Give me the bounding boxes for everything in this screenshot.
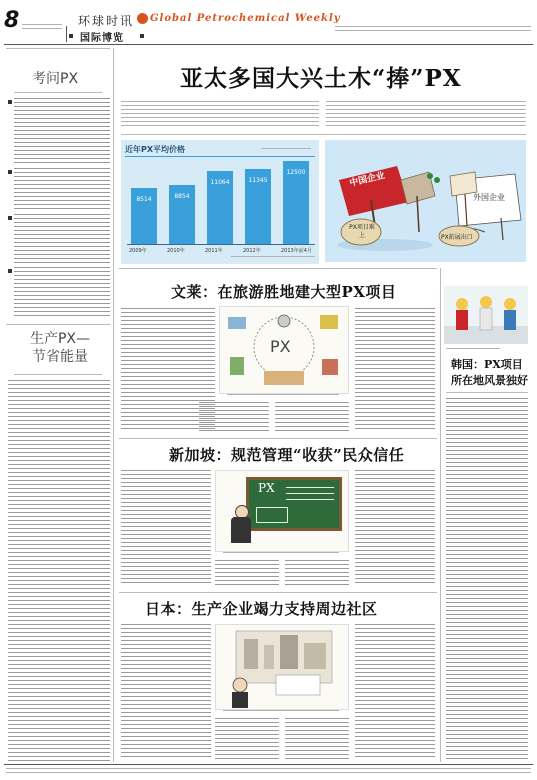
korea-photo-caption xyxy=(446,348,500,352)
cartoon-illustration xyxy=(325,140,526,262)
article-japan-col-3 xyxy=(285,718,349,760)
korea-photo xyxy=(444,286,528,344)
footer-rule xyxy=(4,764,533,765)
masthead-english-name: Global Petrochemical Weekly xyxy=(150,13,341,24)
sidebar-divider xyxy=(113,48,114,762)
main-headline: 亚太多国大兴土木“捧”PX xyxy=(180,65,462,92)
article-singapore-col-1 xyxy=(121,470,211,586)
sidebar-qa-block-4 xyxy=(14,267,110,319)
article-brunei-col-4 xyxy=(355,308,435,432)
sidebar-bottom-title: 生产PX—节省能量 xyxy=(29,331,91,365)
sidebar-article-body xyxy=(8,380,110,762)
price-chart xyxy=(121,140,319,264)
chart-data-label: 8854 xyxy=(174,193,190,200)
article-singapore-col-4 xyxy=(355,470,435,586)
section-name: 国际博览 xyxy=(80,33,124,44)
lead-paragraph-left xyxy=(121,101,319,129)
masthead-date-text xyxy=(22,24,62,30)
article-brunei-col-2 xyxy=(199,402,269,432)
article-singapore-graphic xyxy=(215,470,349,552)
chart-category-label: 2009年 xyxy=(129,248,147,254)
cartoon-china-label: 中国企业 xyxy=(348,171,387,189)
section-bullet xyxy=(69,34,73,38)
article-brunei-title: 文莱：在旅游胜地建大型PX项目 xyxy=(171,283,397,301)
sidebar-top-title: 考问PX xyxy=(32,71,79,87)
page-number: 8 xyxy=(4,8,20,33)
lead-paragraph-right xyxy=(326,101,526,129)
article-brunei xyxy=(119,268,437,436)
chart-category-label: 2011年 xyxy=(205,248,223,254)
sidebar-column xyxy=(6,48,110,762)
article-brunei-col-3 xyxy=(275,402,349,432)
korea-article-body xyxy=(446,398,528,760)
masthead-editor-info xyxy=(335,26,531,31)
chart-data-label: 8514 xyxy=(136,196,152,203)
article-japan-col-1 xyxy=(121,624,211,760)
masthead-logo xyxy=(137,13,148,24)
masthead-divider xyxy=(66,26,67,42)
chart-category-label: 2012年 xyxy=(243,248,261,254)
chart-category-label: 2013年前4月 xyxy=(281,248,312,254)
article-brunei-graphic xyxy=(219,306,349,394)
chart-data-label: 11064 xyxy=(210,179,230,186)
article-japan-title: 日本：生产企业竭力支持周边社区 xyxy=(145,600,378,618)
chalkboard-text: PX xyxy=(258,481,275,495)
article-singapore-title: 新加坡：规范管理“收获”民众信任 xyxy=(169,446,405,464)
chart-data-label: 11345 xyxy=(248,177,268,184)
chart-plot-area xyxy=(121,140,319,264)
cartoon-foreign-label: 外国企业 xyxy=(473,193,505,202)
article-japan-col-2 xyxy=(215,718,279,760)
article-japan-graphic xyxy=(215,624,349,710)
chart-data-label: 12500 xyxy=(286,169,306,176)
article-japan-caption xyxy=(223,710,339,714)
right-column-divider xyxy=(440,268,441,762)
article-singapore-col-2 xyxy=(215,560,279,586)
sidebar-qa-block-1 xyxy=(14,98,110,166)
sidebar-qa-block-3 xyxy=(14,214,110,264)
teacher-figure xyxy=(230,505,252,545)
article-brunei-graphic-label: PX xyxy=(270,337,291,356)
cartoon-px-export-label: PX拓展出口 xyxy=(441,234,473,241)
chart-title: 近年PX平均价格 xyxy=(125,145,186,154)
cartoon-px-project-label: PX项目难上 xyxy=(349,224,375,239)
masthead-rule xyxy=(4,44,533,45)
article-singapore-caption xyxy=(223,552,339,556)
article-japan-col-4 xyxy=(355,624,435,760)
chart-category-label: 2010年 xyxy=(167,248,185,254)
section-bullet-2 xyxy=(140,34,144,38)
chart-source-note xyxy=(231,256,315,260)
korea-title-line1: 韩国：PX项目 xyxy=(451,358,523,371)
article-japan xyxy=(119,592,437,762)
article-singapore-col-3 xyxy=(285,560,349,586)
sidebar-qa-block-2 xyxy=(14,168,110,210)
chart-x-axis xyxy=(127,244,315,245)
masthead-paper-name: 环球时讯 xyxy=(78,14,135,28)
footer-info xyxy=(6,768,531,773)
article-brunei-caption xyxy=(227,394,339,398)
article-singapore xyxy=(119,438,437,590)
korea-title-line2: 所在地风景独好 xyxy=(451,374,528,387)
